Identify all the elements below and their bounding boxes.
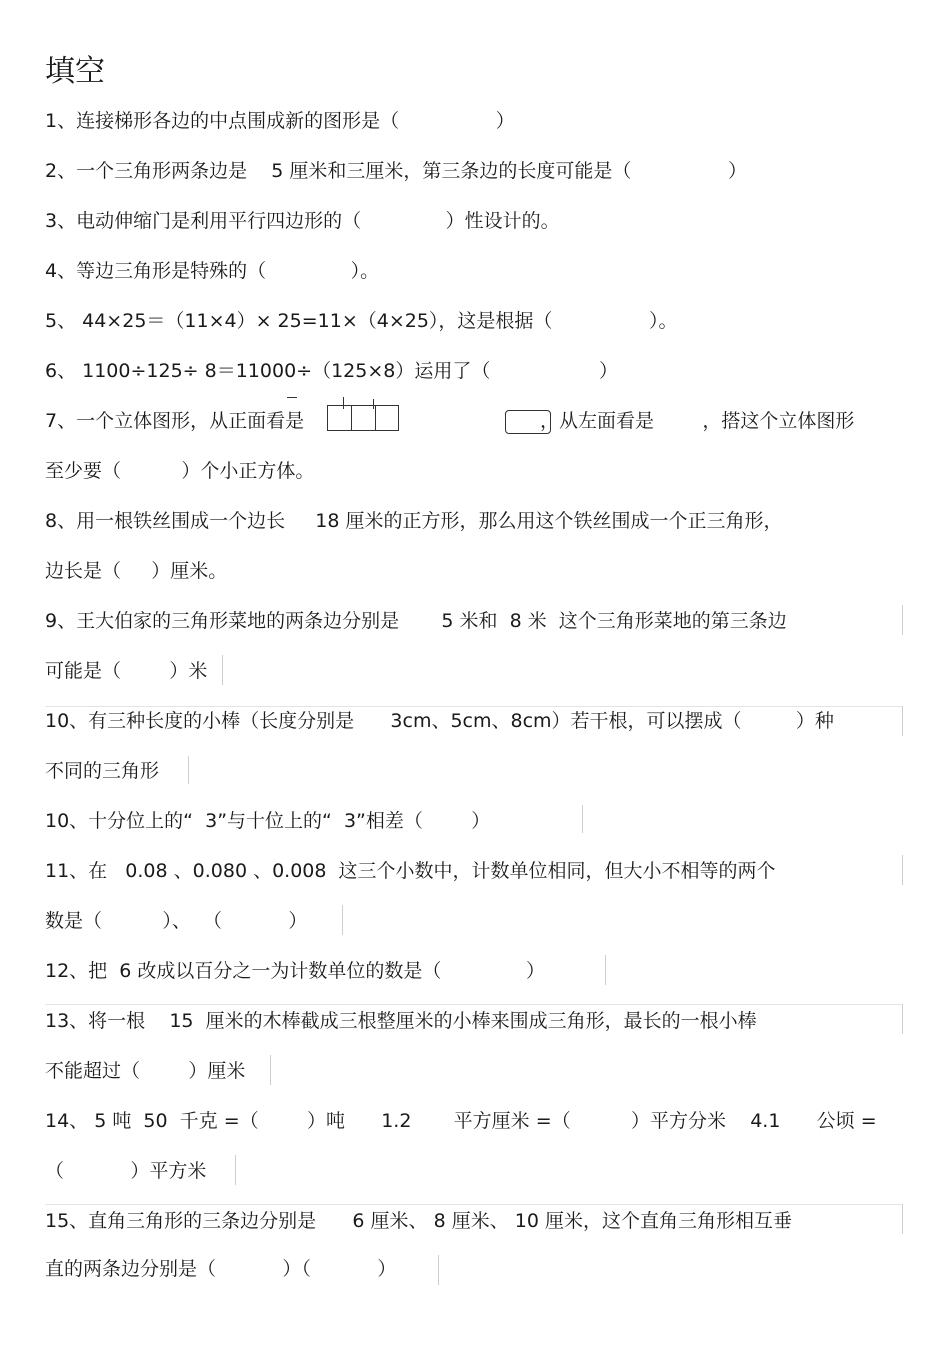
figure-mark xyxy=(287,397,297,398)
question-4: 4、等边三角形是特殊的（ ）。 xyxy=(45,260,380,282)
question-12: 12、把 6 改成以百分之一为计数单位的数是（ ） xyxy=(45,960,545,982)
question-3: 3、电动伸缩门是利用平行四边形的（ ）性设计的。 xyxy=(45,210,560,232)
question-9: 9、王大伯家的三角形菜地的两条边分别是 5 米和 8 米 这个三角形菜地的第三条边 xyxy=(45,610,787,632)
question-15: 15、直角三角形的三条边分别是 6 厘米、 8 厘米、 10 厘米，这个直角三角形相互垂 xyxy=(45,1210,792,1232)
question-13-cont: 不能超过（ ）厘米 xyxy=(45,1060,246,1082)
question-8-cont: 边长是（ ）厘米。 xyxy=(45,560,228,582)
question-1: 1、连接梯形各边的中点围成新的图形是（ ） xyxy=(45,110,515,132)
question-6: 6、 1100÷125÷ 8＝11000÷（125×8）运用了（ ） xyxy=(45,360,619,382)
question-2: 2、一个三角形两条边是 5 厘米和三厘米，第三条边的长度可能是（ ） xyxy=(45,160,748,182)
question-14: 14、 5 吨 50 千克 =（ ）吨 1.2 平方厘米 =（ ）平方分米 4.1 公顷 = xyxy=(45,1110,877,1132)
question-7-part-2: ，从左面看是 ，搭这个立体图形 xyxy=(540,410,855,432)
question-15-cont: 直的两条边分别是（ ）（ ） xyxy=(45,1258,397,1280)
question-11-cont: 数是（ ）、 （ ） xyxy=(45,910,308,932)
question-13: 13、将一根 15 厘米的木棒截成三根整厘米的小棒来围成三角形，最长的一根小棒 xyxy=(45,1010,757,1032)
question-10a: 10、有三种长度的小棒（长度分别是 3cm、5cm、8cm）若干根，可以摆成（ ）种 xyxy=(45,710,834,732)
question-7-part-3: 至少要（ ）个小正方体。 xyxy=(45,460,315,482)
page-title: 填空 xyxy=(45,54,105,89)
question-11: 11、在 0.08 、0.080 、0.008 这三个小数中，计数单位相同，但大小不相等的两个 xyxy=(45,860,776,882)
question-5: 5、 44×25＝（11×4）× 25=11×（4×25），这是根据（ ）。 xyxy=(45,310,678,332)
question-7-part-1: 7、一个立体图形，从正面看是 xyxy=(45,410,305,432)
question-10b: 10、十分位上的“ 3”与十位上的“ 3”相差（ ） xyxy=(45,810,491,832)
question-8: 8、用一根铁丝围成一个边长 18 厘米的正方形，那么用这个铁丝围成一个正三角形， xyxy=(45,510,783,532)
question-9-cont: 可能是（ ）米 xyxy=(45,660,208,682)
question-14-cont: （ ）平方米 xyxy=(45,1160,207,1182)
question-10a-cont: 不同的三角形 xyxy=(45,760,160,782)
